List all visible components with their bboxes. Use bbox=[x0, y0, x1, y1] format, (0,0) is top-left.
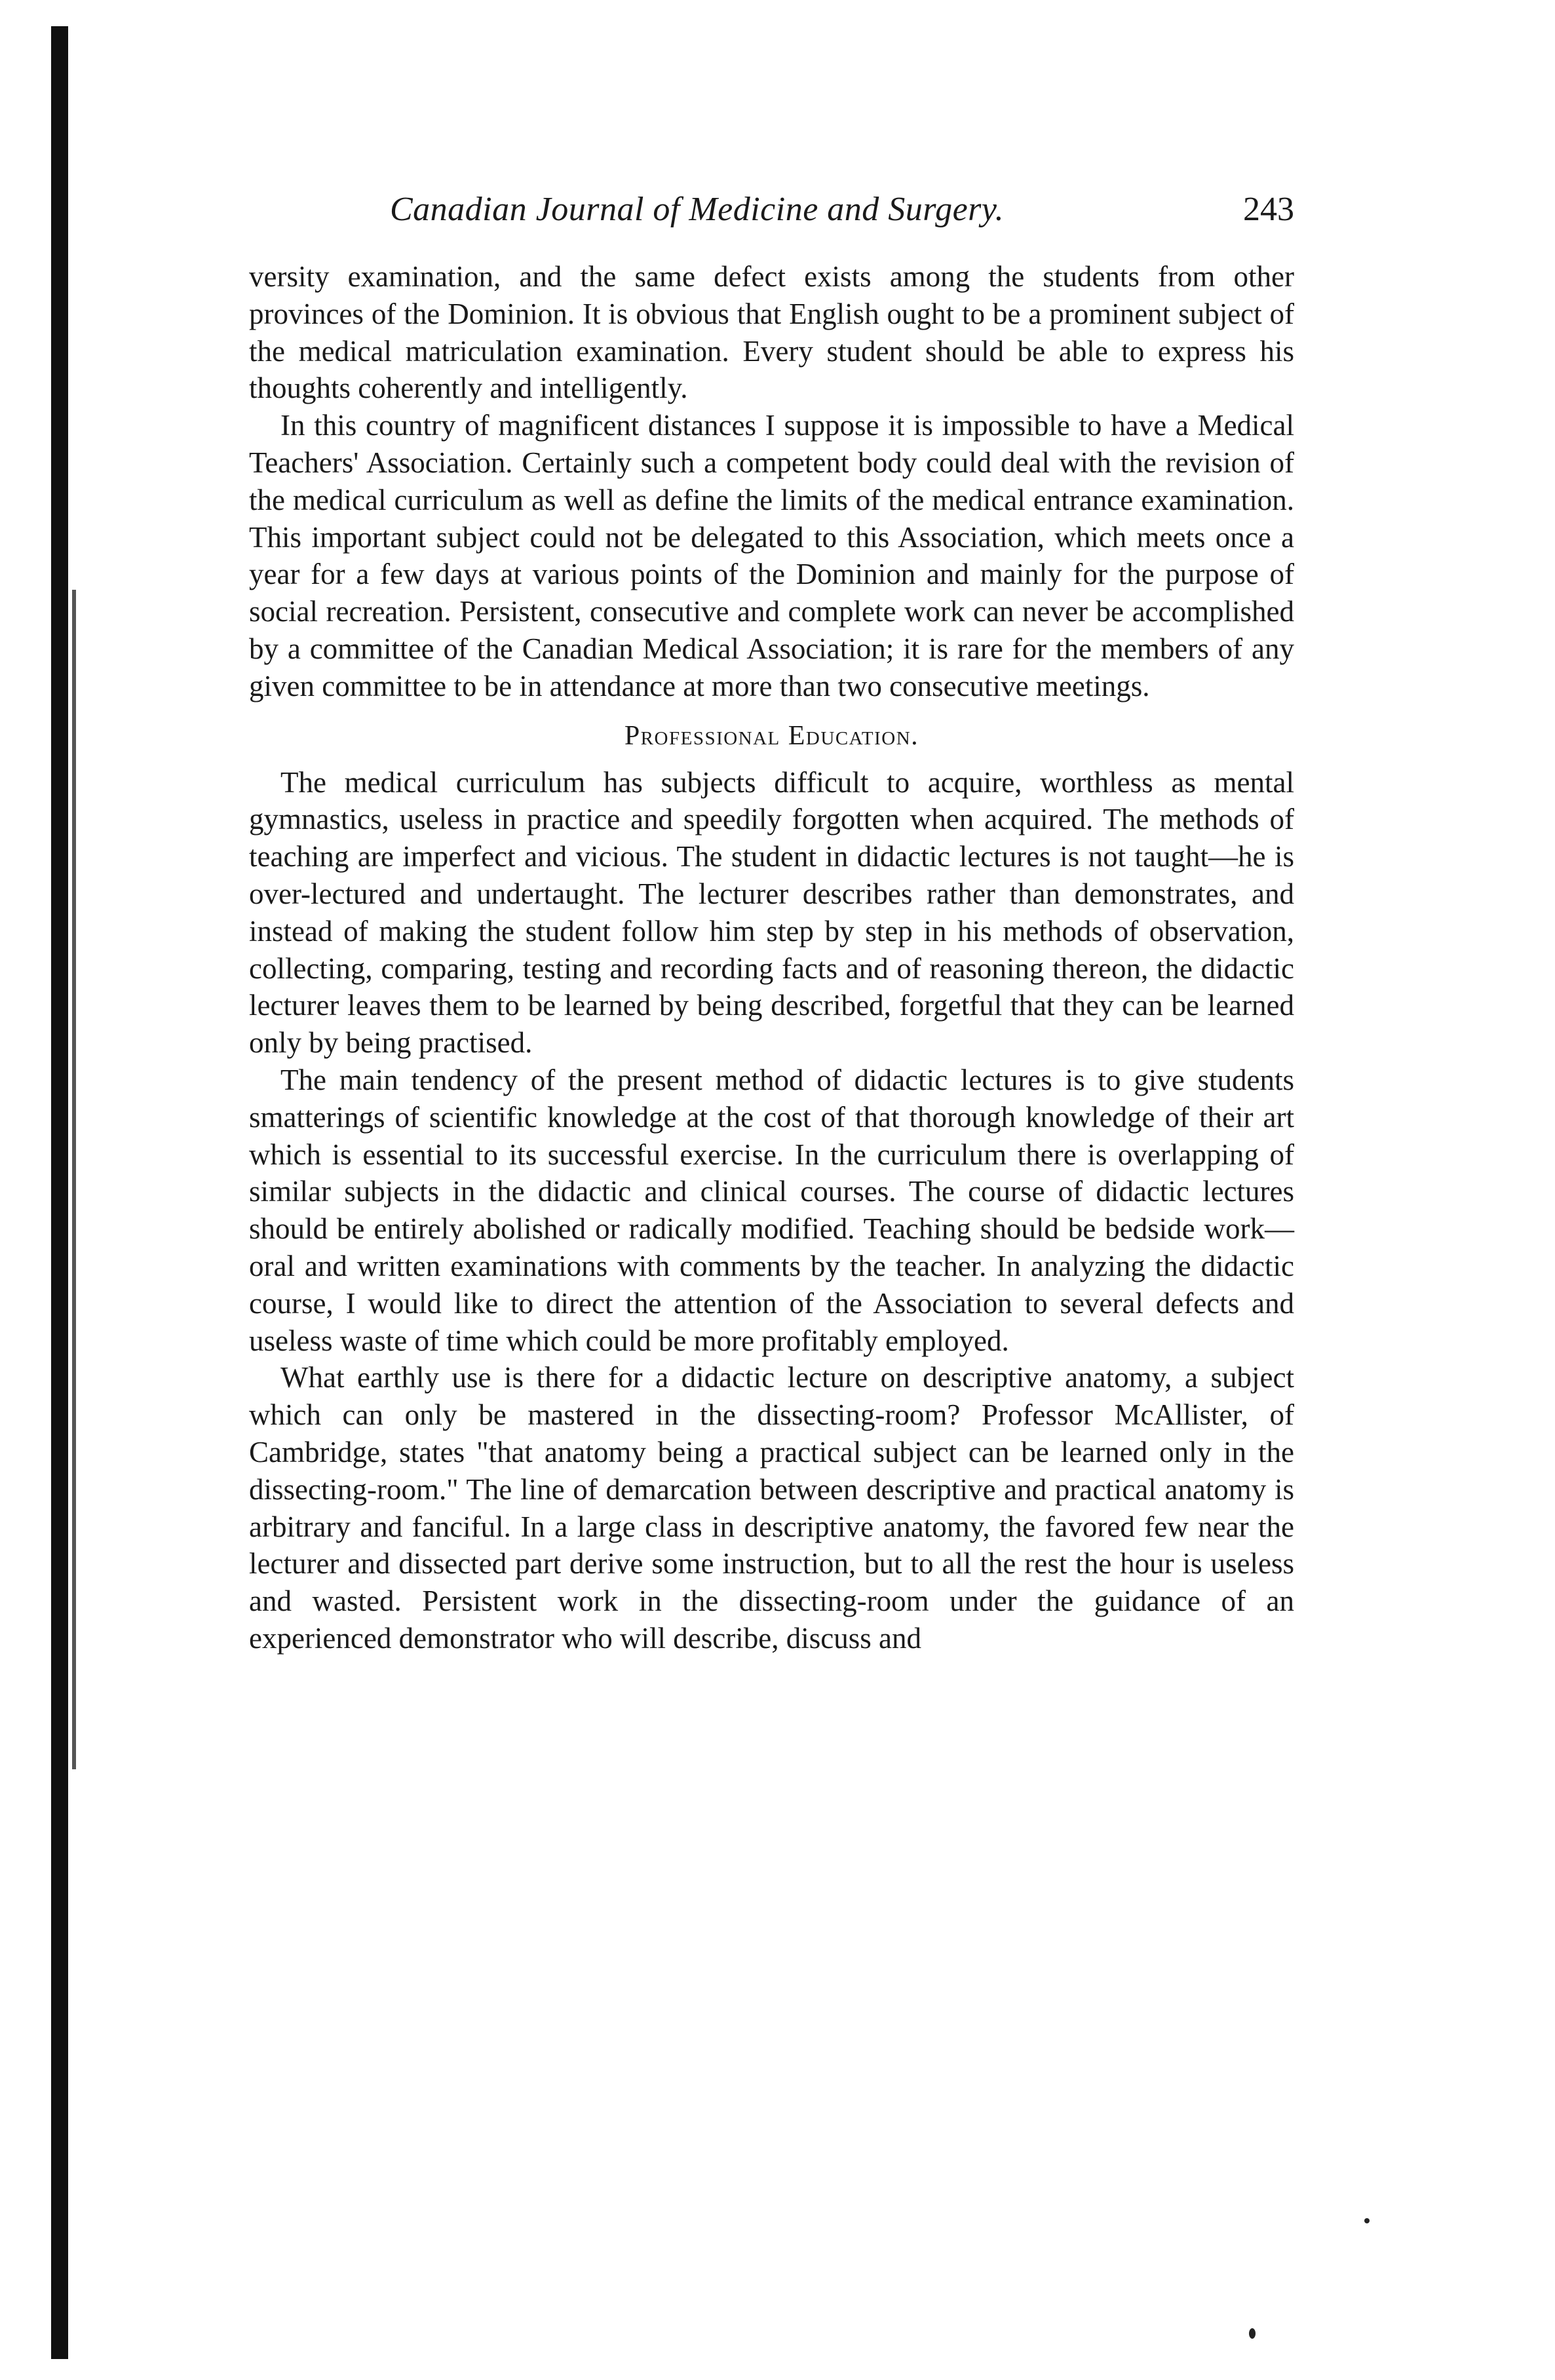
running-head bbox=[249, 190, 1294, 236]
page-number: 243 bbox=[1243, 191, 1294, 228]
paragraph-curriculum: The medical curriculum has subjects difficult to acquire, worthless as mental gymnastics, useless in practice and speedily forgotten when acquired. The methods of teaching are imperfect and vicious. The student in didactic lectures is not taught—he is over-lectured and undertaught. The lecturer describes rather than demonstrates, and instead of making the student follow him step by step in his methods of observation, collecting, comparing, testing and recording facts and of reasoning thereon, the didactic lecturer leaves them to be learned by being described, forgetful that they can be learned only by being practised. bbox=[249, 765, 1294, 1060]
paragraph-teachers-association: In this country of magnificent distances I suppose it is impossible to have a Medical Teachers' Association. Certainly such a competent body could deal with the revision of the medical curriculum as well as define the limits of the medical entrance examination. This important subject could not be delegated to this Association, which meets once a year for a few days at various points of the Dominion and mainly for the purpose of social recreation. Persistent, consecutive and complete work can never be accomplished by a committee of the Canadian Medical Association; it is rare for the members of any given committee to be in attendance at more than two consecutive meetings. bbox=[249, 409, 1294, 702]
section-heading: Professional Education. bbox=[624, 720, 919, 751]
print-speck bbox=[1364, 2218, 1370, 2223]
paragraph-didactic-lectures: The main tendency of the present method of didactic lectures is to give students smatterings of scientific knowledge at the cost of that thorough knowledge of their art which is essential to its successful exercise. In the curriculum there is overlapping of similar subjects in the didactic and clinical courses. The course of didactic lectures should be entirely abolished or radically modified. Teaching should be bedside work—oral and written examinations with comments by the teacher. In analyzing the didactic course, I would like to direct the attention of the Association to several defects and useless waste of time which could be more profitably employed. bbox=[249, 1063, 1294, 1357]
journal-page bbox=[249, 190, 1294, 1657]
print-speck bbox=[1249, 2328, 1256, 2339]
page-binding-shadow bbox=[51, 26, 68, 2359]
paragraph-descriptive-anatomy: What earthly use is there for a didactic lecture on descriptive anatomy, a subject which can only be mastered in the dissecting-room? Professor McAllister, of Cambridge, states "that anatomy being a practical subject can be learned only in the dissecting-room." The line of demarcation between descriptive and practical anatomy is arbitrary and fanciful. In a large class in descriptive anatomy, the favored few near the lecturer and dissected part derive some instruction, but to all the rest the hour is useless and wasted. Persistent work in the dissecting-room under the guidance of an experienced demonstrator who will describe, discuss and bbox=[249, 1361, 1294, 1655]
journal-title: Canadian Journal of Medicine and Surgery. bbox=[390, 191, 1005, 228]
page-binding-edge bbox=[72, 590, 76, 1769]
paragraph-continuation: versity examination, and the same defect exists among the students from other provinces of the Dominion. It is obvious that English ought to be a prominent subject of the medical matriculation examination. Every student should be able to express his thoughts coherently and intelligently. bbox=[249, 260, 1294, 405]
